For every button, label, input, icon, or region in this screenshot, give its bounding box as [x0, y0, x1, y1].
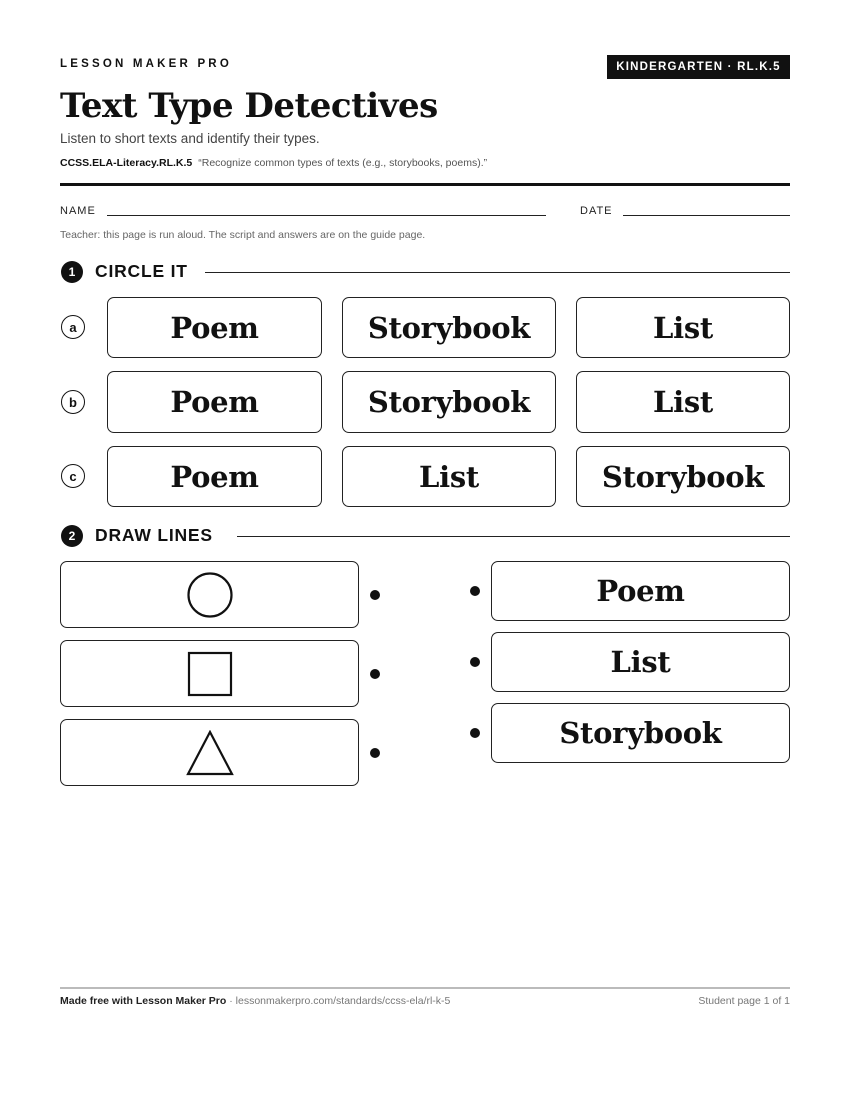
date-line[interactable]: [623, 215, 790, 216]
circle-icon: [186, 571, 234, 619]
section-1-number: 1: [61, 261, 83, 283]
section-2-number: 2: [61, 525, 83, 547]
footer-page-number: Student page 1 of 1: [698, 995, 790, 1007]
name-line[interactable]: [107, 215, 546, 216]
left-dot-2[interactable]: [370, 669, 380, 679]
footer-made-with: Made free with Lesson Maker Pro: [60, 995, 227, 1007]
row-a-option-list[interactable]: List: [576, 297, 790, 358]
match-label-storybook[interactable]: Storybook: [491, 703, 790, 763]
shape-box-square: [60, 640, 359, 707]
row-a-letter: a: [61, 315, 85, 339]
row-b-option-poem[interactable]: Poem: [107, 371, 322, 433]
footer-separator: ·: [226, 995, 236, 1007]
teacher-note: Teacher: this page is run aloud. The script and answers are on the guide page.: [60, 229, 426, 241]
right-dot-3[interactable]: [470, 728, 480, 738]
shape-box-circle: [60, 561, 359, 628]
left-dot-3[interactable]: [370, 748, 380, 758]
standard-line: [60, 157, 487, 169]
row-a-option-storybook[interactable]: Storybook: [342, 297, 556, 358]
standard-text: “Recognize common types of texts (e.g., storybooks, poems).”: [198, 157, 488, 169]
match-label-poem[interactable]: Poem: [491, 561, 790, 621]
footer-credit: [60, 995, 450, 1007]
triangle-icon: [186, 730, 234, 776]
section-2-title: DRAW LINES: [95, 525, 213, 545]
square-icon: [187, 651, 233, 697]
left-dot-1[interactable]: [370, 590, 380, 600]
page-subtitle: Listen to short texts and identify their types.: [60, 131, 320, 146]
row-b-option-list[interactable]: List: [576, 371, 790, 433]
name-label: NAME: [60, 205, 96, 217]
footer-url[interactable]: lessonmakerpro.com/standards/ccss-ela/rl-k-5: [235, 995, 451, 1007]
match-label-list[interactable]: List: [491, 632, 790, 692]
grade-badge: KINDERGARTEN · RL.K.5: [607, 55, 790, 79]
standard-code: CCSS.ELA-Literacy.RL.K.5: [60, 157, 193, 169]
right-dot-2[interactable]: [470, 657, 480, 667]
row-c-option-list[interactable]: List: [342, 446, 556, 507]
row-b-letter: b: [61, 390, 85, 414]
header-divider: [60, 183, 790, 186]
footer-divider: [60, 987, 790, 989]
section-1-rule: [205, 272, 790, 273]
row-c-option-storybook[interactable]: Storybook: [576, 446, 790, 507]
row-c-letter: c: [61, 464, 85, 488]
brand-name: LESSON MAKER PRO: [60, 58, 232, 70]
date-label: DATE: [580, 205, 613, 217]
section-2-rule: [237, 536, 790, 537]
row-c-option-poem[interactable]: Poem: [107, 446, 322, 507]
section-1-title: CIRCLE IT: [95, 261, 188, 281]
page-title: Text Type Detectives: [60, 86, 438, 126]
shape-box-triangle: [60, 719, 359, 786]
right-dot-1[interactable]: [470, 586, 480, 596]
row-b-option-storybook[interactable]: Storybook: [342, 371, 556, 433]
row-a-option-poem[interactable]: Poem: [107, 297, 322, 358]
